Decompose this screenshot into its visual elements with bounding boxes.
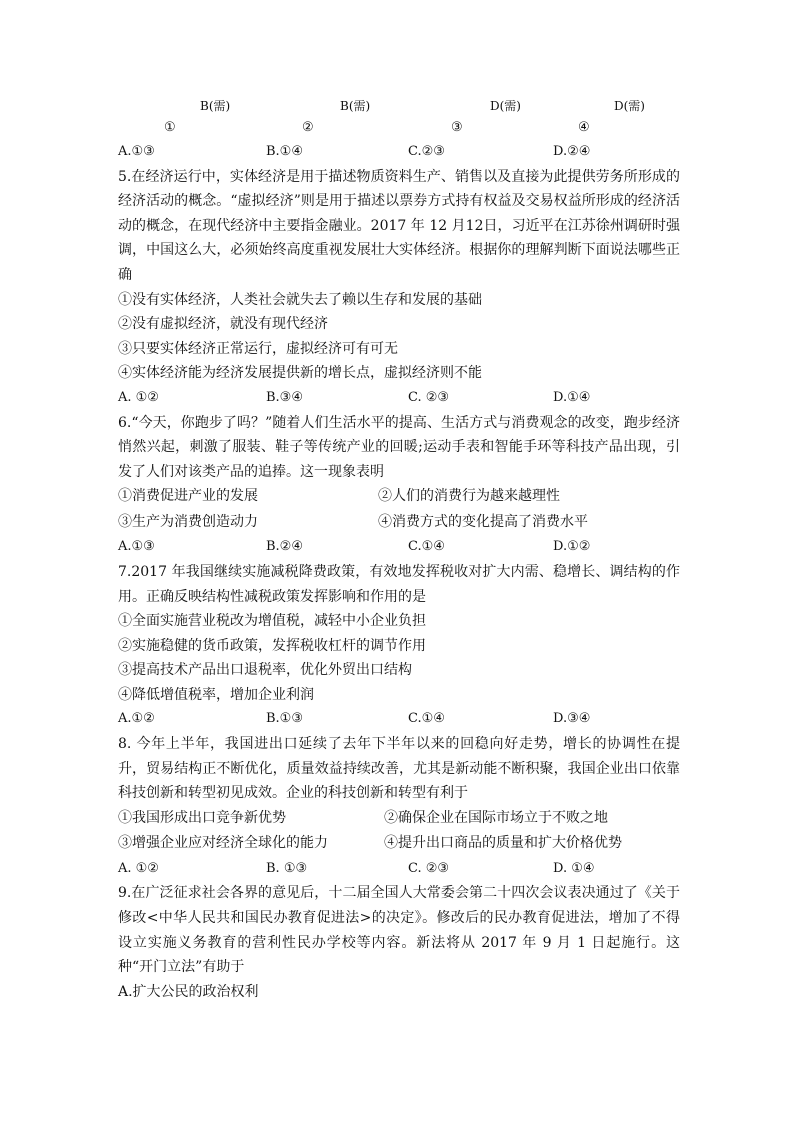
q5-stem: 5.在经济运行中，实体经济是用于描述物质资料生产、销售以及直接为此提供劳务所形成的经济活动的概念。“虚拟经济”则是用于描述以票券方式持有权益及交易权益所形成的经济活动的概念，在现代经济中主要指金融业。2017 年 12 月12日，习近平在江苏徐州调研时强调，中国这么大，必须始终高度重视发展壮大实体经济。根据你的理解判断下面说法哪些正确 <box>118 168 680 283</box>
q7-option-1: ①全面实施营业税改为增值税，减轻中小企业负担 <box>118 613 426 630</box>
graph-2-title: B(需) <box>340 99 371 113</box>
q8-option-2: ②确保企业在国际市场立于不败之地 <box>384 809 608 826</box>
q6-option-1: ①消费促进产业的发展 <box>118 488 258 505</box>
q8-options-row-1 <box>118 806 680 832</box>
q6-stem: 6.“今天，你跑步了吗？”随着人们生活水平的提高、生活方式与消费观念的改变，跑步经济悄然兴起，刺激了服装、鞋子等传统产业的回暖;运动手表和智能手环等科技产品出现，引发了人们对该类产品的追捧。这一现象表明 <box>118 414 680 480</box>
q5-answer-d: D.①④ <box>553 389 591 405</box>
q6-option-2: ②人们的消费行为越来越理性 <box>378 488 560 505</box>
q5-answer-b: B.③④ <box>266 389 303 405</box>
graph-4-title: D(需) <box>614 99 645 113</box>
q5-option-3: ③只要实体经济正常运行，虚拟经济可有可无 <box>118 340 398 357</box>
q5-option-4: ④实体经济能为经济发展提供新的增长点，虚拟经济则不能 <box>118 365 482 382</box>
graph-3-title: D(需) <box>490 99 521 113</box>
q7-answer-d: D.③④ <box>553 711 591 727</box>
q8-answer-c: C. ②③ <box>408 860 450 876</box>
q9-stem: 9.在广泛征求社会各界的意见后，十二届全国人大常委会第二十四次会议表决通过了《关于修改<中华人民共和国民办教育促进法>的决定》。修改后的民办教育促进法，增加了不得设立实施义务教育的营利性民办学校等内容。新法将从 2017 年 9 月 1 日起施行。这种“开门立法”有助于 <box>118 885 680 976</box>
q7-answer-a: A.①② <box>118 711 155 727</box>
q8-answer-a: A. ①② <box>118 860 159 876</box>
q6-option-4: ④消费方式的变化提高了消费水平 <box>378 513 588 530</box>
q6-options-row-2 <box>118 510 680 536</box>
q5-answer-a: A. ①② <box>118 389 159 405</box>
q6-answer-a: A.①③ <box>118 539 155 555</box>
q6-answer-b: B.②④ <box>266 539 303 555</box>
q6-answer-d: D.①② <box>553 539 591 555</box>
q5-option-1: ①没有实体经济，人类社会就失去了赖以生存和发展的基础 <box>118 291 482 308</box>
graph-4-number: ④ <box>578 120 590 135</box>
q7-answer-row <box>118 707 680 732</box>
q4-answer-c: C.②③ <box>408 144 445 159</box>
q8-option-1: ①我国形成出口竞争新优势 <box>118 809 286 826</box>
graph-1-number: ① <box>164 120 176 135</box>
q8-answer-b: B. ①③ <box>266 860 308 876</box>
graph-2-number: ② <box>302 120 314 135</box>
q8-option-4: ④提升出口商品的质量和扩大价格优势 <box>384 835 622 852</box>
q6-option-3: ③生产为消费创造动力 <box>118 513 258 530</box>
graph-1-title: B(需) <box>200 99 231 113</box>
q4-answer-row <box>118 140 680 165</box>
exam-page <box>118 96 680 1004</box>
q7-stem: 7.2017 年我国继续实施减税降费政策，有效地发挥税收对扩大内需、稳增长、调结构的作用。正确反映结构性减税政策发挥影响和作用的是 <box>118 563 680 605</box>
q4-answer-d: D.②④ <box>553 144 591 159</box>
graph-labels-row <box>118 96 680 140</box>
q4-answer-b: B.①④ <box>266 144 303 159</box>
q9-answer-a: A.扩大公民的政治权利 <box>118 983 259 1000</box>
q6-options-row-1 <box>118 484 680 510</box>
q8-answer-d: D. ①④ <box>553 860 595 876</box>
q5-answer-c: C. ②③ <box>408 389 450 405</box>
q8-stem: 8. 今年上半年，我国进出口延续了去年下半年以来的回稳向好走势，增长的协调性在提升，贸易结构正不断优化，质量效益持续改善，尤其是新动能不断积聚，我国企业出口依靠科技创新和转型初见成效。企业的科技创新和转型有利于 <box>118 736 680 802</box>
q7-option-3: ③提高技术产品出口退税率，优化外贸出口结构 <box>118 662 412 679</box>
q8-answer-row <box>118 857 680 882</box>
q5-answer-row <box>118 386 680 411</box>
q7-answer-c: C.①④ <box>408 711 445 727</box>
q8-option-3: ③增强企业应对经济全球化的能力 <box>118 835 328 852</box>
q6-answer-row <box>118 535 680 560</box>
q6-answer-c: C.①④ <box>408 539 445 555</box>
q8-options-row-2 <box>118 831 680 857</box>
q4-answer-a: A.①③ <box>118 144 155 159</box>
q7-answer-b: B.①③ <box>266 711 303 727</box>
q5-option-2: ②没有虚拟经济，就没有现代经济 <box>118 316 328 333</box>
q7-option-4: ④降低增值税率，增加企业利润 <box>118 686 314 703</box>
q7-option-2: ②实施稳健的货币政策，发挥税收杠杆的调节作用 <box>118 637 426 654</box>
graph-3-number: ③ <box>451 120 463 135</box>
